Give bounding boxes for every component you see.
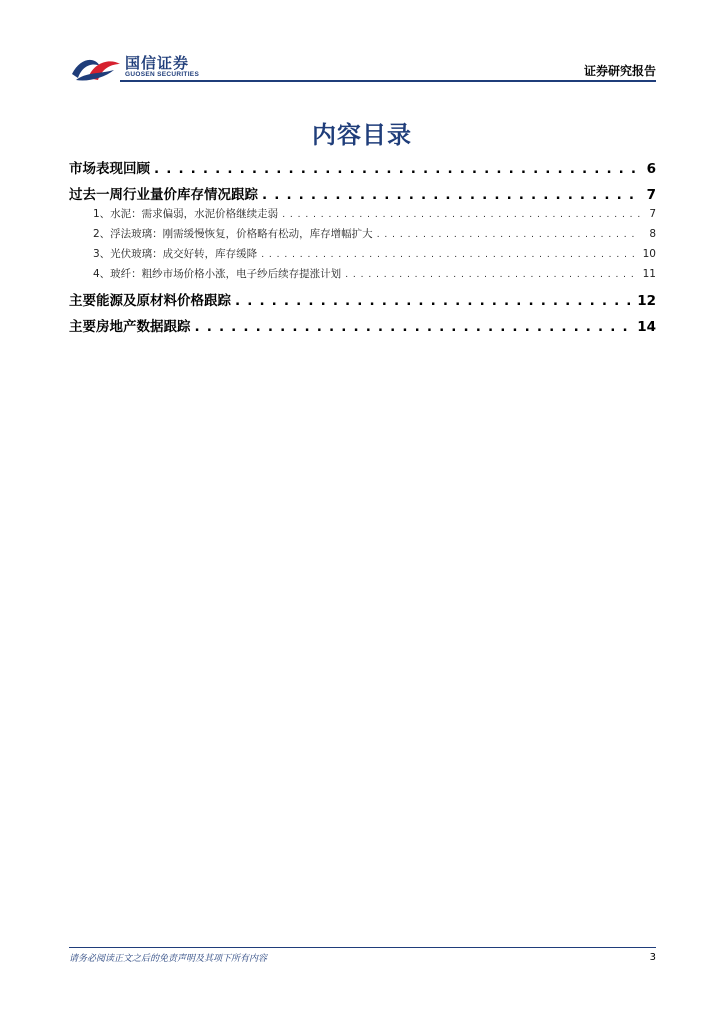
toc-entry[interactable]: [69, 286, 656, 312]
footer-divider: [69, 947, 656, 948]
toc-entry-title: 过去一周行业量价库存情况跟踪: [69, 187, 258, 203]
toc-entry-title: 主要能源及原材料价格跟踪: [69, 293, 231, 309]
toc-subentry[interactable]: [69, 226, 656, 246]
toc-leader-dots: [345, 268, 638, 280]
table-of-contents: [69, 154, 656, 338]
toc-entry-title: 1、水泥：需求偏弱，水泥价格继续走弱: [93, 208, 279, 220]
logo-english-name: GUOSEN SECURITIES: [125, 71, 200, 78]
toc-entry-page: 7: [649, 208, 656, 220]
toc-entry-title: 4、玻纤：粗纱市场价格小涨，电子纱后续存提涨计划: [93, 268, 342, 280]
toc-leader-dots: [235, 293, 633, 309]
toc-subentry[interactable]: [69, 246, 656, 266]
toc-entry-page: 11: [642, 268, 656, 280]
page-number: 3: [649, 952, 656, 963]
toc-entry-title: 2、浮法玻璃：刚需缓慢恢复，价格略有松动，库存增幅扩大: [93, 228, 373, 240]
toc-entry-title: 3、光伏玻璃：成交好转，库存缓降: [93, 248, 258, 260]
footer-disclaimer: 请务必阅读正文之后的免责声明及其项下所有内容: [69, 954, 268, 964]
header-divider: [120, 80, 656, 82]
toc-entry-page: 6: [646, 161, 656, 177]
toc-leader-dots: [377, 228, 640, 240]
toc-subentry[interactable]: [69, 206, 656, 226]
toc-entry-title: 市场表现回顾: [69, 161, 150, 177]
toc-leader-dots: [282, 208, 640, 220]
toc-entry[interactable]: [69, 154, 656, 180]
toc-entry-page: 14: [637, 319, 656, 335]
toc-entry-title: 主要房地产数据跟踪: [69, 319, 191, 335]
company-logo: [70, 50, 210, 84]
toc-entry-page: 7: [646, 187, 656, 203]
toc-entry-page: 8: [649, 228, 656, 240]
toc-entry-page: 12: [637, 293, 656, 309]
toc-leader-dots: [154, 161, 638, 177]
toc-leader-dots: [262, 187, 638, 203]
toc-title: 内容目录: [312, 121, 412, 149]
toc-subentry[interactable]: [69, 266, 656, 286]
logo-chinese-name: 国信证券: [125, 54, 190, 72]
report-type-label: 证券研究报告: [583, 64, 656, 78]
toc-leader-dots: [195, 319, 634, 335]
toc-leader-dots: [261, 248, 638, 260]
toc-entry-page: 10: [642, 248, 656, 260]
guosen-logo-icon: [70, 52, 122, 82]
toc-entry[interactable]: [69, 312, 656, 338]
toc-entry[interactable]: [69, 180, 656, 206]
